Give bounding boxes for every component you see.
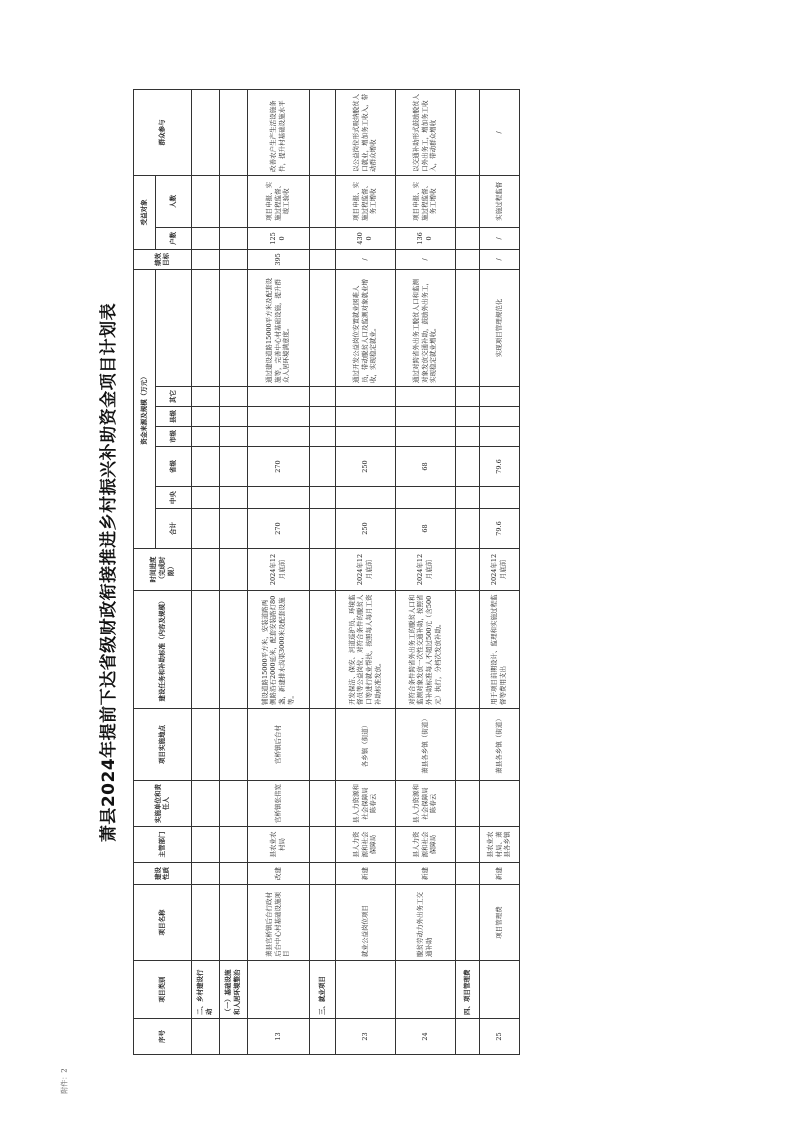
header-beneficiary: 受益对象 [134, 175, 156, 249]
cell-province: 68 [395, 447, 455, 487]
cell-seq: 13 [247, 1019, 309, 1055]
header-unit: 实施单位和责任人 [134, 781, 192, 827]
cell-schedule: 2024年12月底前 [247, 549, 309, 591]
header-target: 绩效目标 [134, 249, 192, 269]
cell-households: / [479, 249, 519, 269]
cell-mechanism: 以公益岗位形式吸纳脱贫人口就业，增加务工收入，带动群众增收 [335, 89, 395, 175]
cell-target: 通过开发公益岗位安置就业困难人员，带动脱贫人口及监测对象就业增收，实现稳定就业。 [335, 269, 395, 386]
project-plan-table [133, 89, 520, 1055]
cell-location: 萧县各乡镇（街道） [479, 709, 519, 781]
header-schedule: 时间进度（完成时限） [134, 549, 192, 591]
cell-seq: 23 [335, 1019, 395, 1055]
cell-seq: 25 [479, 1019, 519, 1055]
cell-content: 铺设道路15000平方米，安装道路两侧路沿石2000延米，配套安装路灯80盏，新建排水沟渠3000米及配套设施等。 [247, 591, 309, 709]
cell-people: 4300 [335, 227, 395, 249]
header-row-1 [134, 89, 156, 1054]
header-category: 项目类别 [134, 961, 192, 1019]
table-row [247, 89, 309, 1054]
cell-location: 各乡镇（街道） [335, 709, 395, 781]
cell-nature: 新建 [335, 863, 395, 885]
header-content: 建设任务和补助标准（内容及规模） [134, 591, 192, 709]
section-row [309, 89, 335, 1054]
page-note-text: 附件：2 [60, 1068, 69, 1094]
section-title: （一）基础设施和人居环境整治 [219, 961, 247, 1019]
cell-target: 实现项目管理规范化 [479, 269, 519, 386]
header-city: 市级 [156, 427, 192, 447]
header-funds: 资金来源及规模（万元） [134, 269, 156, 548]
header-location: 项目实施地点 [134, 709, 192, 781]
header-county: 县级 [156, 407, 192, 427]
header-seq: 序号 [134, 1019, 192, 1055]
cell-dept: 县农业农村局、萧县各乡镇 [479, 827, 519, 863]
cell-people: / [479, 227, 519, 249]
cell-unit: 官桥镇张伟宽 [247, 781, 309, 827]
cell-total: 270 [247, 509, 309, 549]
cell-schedule: 2024年12月底前 [335, 549, 395, 591]
cell-mechanism: 以交通补助形式鼓励脱贫人口外出务工，增加务工收入，带动群众增收 [395, 89, 455, 175]
cell-name: 萧县官桥镇后台行政村后台中心村基础设施项目 [247, 885, 309, 961]
cell-schedule: 2024年12月底前 [479, 549, 519, 591]
cell-dept: 县农业农村局 [247, 827, 309, 863]
cell-target: 通过对跨省外出务工脱贫人口和监测对象发放交通补助，鼓励外出务工，实现稳定就业增收。 [395, 269, 455, 386]
table-row [335, 89, 395, 1054]
section-title: 四、项目管理费 [455, 961, 479, 1019]
cell-participation: 实施过程监督 [479, 175, 519, 227]
header-dept: 主管部门 [134, 827, 192, 863]
cell-schedule: 2024年12月底前 [395, 549, 455, 591]
cell-name: 脱贫劳动力外出务工交通补助 [395, 885, 455, 961]
header-province: 省级 [156, 447, 192, 487]
header-people: 人数 [156, 175, 192, 227]
cell-name: 项目管理费 [479, 885, 519, 961]
cell-province: 270 [247, 447, 309, 487]
header-central: 中央 [156, 487, 192, 509]
cell-people: 1360 [395, 227, 455, 249]
cell-nature: 新建 [395, 863, 455, 885]
section-row [191, 89, 219, 1054]
cell-households: / [395, 249, 455, 269]
page-note [60, 1062, 90, 1102]
cell-households: 395 [247, 249, 309, 269]
cell-participation: 项目申报、实施过程监督、务工增收 [335, 175, 395, 227]
section-title: 二、乡村建设行动 [191, 961, 219, 1019]
cell-location: 官桥镇后台村 [247, 709, 309, 781]
rotated-document [95, 90, 512, 1055]
cell-households: / [335, 249, 395, 269]
header-participation: 群众参与 [134, 89, 192, 175]
cell-unit [479, 781, 519, 827]
section-row [219, 89, 247, 1054]
header-other: 其它 [156, 387, 192, 407]
table-row [479, 89, 519, 1054]
cell-mechanism: 改善农户生产生活设施条件，提升村基础设施水平 [247, 89, 309, 175]
cell-nature: 新建 [479, 863, 519, 885]
cell-mechanism: / [479, 89, 519, 175]
table-row [395, 89, 455, 1054]
cell-dept: 县人力资源和社会保障局 [335, 827, 395, 863]
cell-content: 开发保洁、保安、河道巡护员、环境监督员等公益岗位，对符合条件的脱贫人口等进行就业帮扶，按照每人每月工资补助标准发放。 [335, 591, 395, 709]
document-title: 萧县2024年提前下达省级财政衔接推进乡村振兴补助资金项目计划表 [99, 302, 119, 843]
cell-participation: 项目申报、实施过程监督、务工增收 [395, 175, 455, 227]
header-households: 户数 [156, 227, 192, 249]
header-total: 合计 [156, 509, 192, 549]
header-name: 项目名称 [134, 885, 192, 961]
cell-participation: 项目申报、实施过程监督、竣工验收 [247, 175, 309, 227]
cell-seq: 24 [395, 1019, 455, 1055]
cell-unit: 县人力资源和社会保障局 陈春云 [335, 781, 395, 827]
cell-province: 250 [335, 447, 395, 487]
cell-province: 79.6 [479, 447, 519, 487]
header-nature: 建设性质 [134, 863, 192, 885]
cell-nature: 改建 [247, 863, 309, 885]
cell-total: 68 [395, 509, 455, 549]
cell-target: 通过建设道路15000平方米及配套设施等，完善中心村基础设施，提升群众人居环境满意度。 [247, 269, 309, 386]
cell-location: 萧县各乡镇（街道） [395, 709, 455, 781]
cell-content: 用于项目前期设计、监理和实施过程监督等费用支出 [479, 591, 519, 709]
cell-total: 250 [335, 509, 395, 549]
header-blank [156, 269, 192, 386]
section-row [455, 89, 479, 1054]
cell-total: 79.6 [479, 509, 519, 549]
cell-content: 对符合条件跨省外出务工的脱贫人口和监测对象发放一次性交通补助，按照省外补助标准每人不超过500元（含500元）执行，分档次发放补助。 [395, 591, 455, 709]
cell-unit: 县人力资源和社会保障局 陈春云 [395, 781, 455, 827]
cell-people: 1250 [247, 227, 309, 249]
section-title: 三、就业项目 [309, 961, 335, 1019]
cell-dept: 县人力资源和社会保障局 [395, 827, 455, 863]
cell-name: 就业公益岗位项目 [335, 885, 395, 961]
